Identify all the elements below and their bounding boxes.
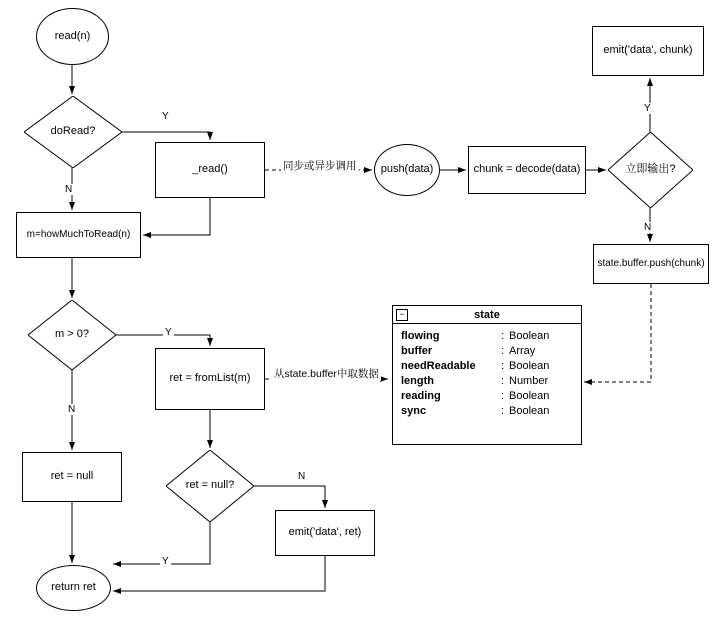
edge-label-retnull-no: N bbox=[298, 471, 306, 482]
state-key: flowing bbox=[401, 330, 440, 342]
state-colon: : bbox=[501, 390, 505, 402]
collapse-icon[interactable]: − bbox=[396, 309, 408, 321]
node-ret-from-list[interactable] bbox=[155, 348, 265, 410]
node-emit-data-chunk[interactable] bbox=[592, 26, 704, 76]
node-push-data[interactable] bbox=[374, 144, 440, 196]
node-label: emit('data', ret) bbox=[288, 526, 362, 539]
node-label: return ret bbox=[51, 581, 96, 594]
state-row bbox=[393, 344, 581, 359]
node-how-much-to-read[interactable] bbox=[16, 212, 141, 258]
state-panel-title: state bbox=[474, 308, 500, 321]
state-row bbox=[393, 329, 581, 344]
state-row bbox=[393, 389, 581, 404]
node-ret-null-assign[interactable] bbox=[22, 452, 122, 502]
state-row bbox=[393, 359, 581, 374]
node-label: 立即输出? bbox=[625, 163, 676, 176]
state-key: reading bbox=[401, 390, 441, 402]
state-colon: : bbox=[501, 405, 505, 417]
state-key: length bbox=[401, 375, 434, 387]
state-panel-rows bbox=[393, 324, 581, 424]
state-key: sync bbox=[401, 405, 427, 417]
node-label: ret = fromList(m) bbox=[169, 372, 251, 385]
node-label: emit('data', chunk) bbox=[603, 44, 693, 57]
node-emit-data-ret[interactable] bbox=[275, 510, 375, 556]
state-value: Array bbox=[509, 345, 536, 357]
node-_read[interactable] bbox=[155, 142, 265, 198]
node-label: chunk = decode(data) bbox=[473, 163, 581, 176]
edge-label-take-data-from-buffer: 从state.buffer中取数据 bbox=[274, 368, 379, 380]
state-colon: : bbox=[501, 330, 505, 342]
state-value: Boolean bbox=[509, 405, 550, 417]
edge-label-m-yes: Y bbox=[165, 327, 172, 338]
node-chunk-decode[interactable] bbox=[468, 146, 586, 194]
node-ret-null-question[interactable] bbox=[166, 450, 254, 522]
edge-label-emit-no: N bbox=[644, 222, 652, 233]
node-label: _read() bbox=[192, 163, 228, 176]
node-state-buffer-push[interactable] bbox=[593, 244, 709, 284]
edge-label-doread-yes: Y bbox=[162, 111, 169, 122]
edge-label-m-no: N bbox=[68, 404, 76, 415]
state-key: buffer bbox=[401, 345, 433, 357]
node-m-greater-than-zero[interactable] bbox=[28, 300, 116, 370]
state-value: Boolean bbox=[509, 390, 550, 402]
state-row bbox=[393, 404, 581, 419]
node-label: doRead? bbox=[50, 125, 96, 138]
node-emit-immediately[interactable] bbox=[608, 132, 693, 208]
state-row bbox=[393, 374, 581, 389]
node-label: state.buffer.push(chunk) bbox=[597, 257, 705, 269]
node-read-n[interactable] bbox=[36, 8, 109, 65]
state-panel-header bbox=[393, 306, 581, 324]
state-value: Boolean bbox=[509, 360, 550, 372]
node-label: ret = null bbox=[50, 470, 94, 483]
edge-label-retnull-yes: Y bbox=[162, 556, 169, 567]
state-key: needReadable bbox=[401, 360, 476, 372]
edge-label-emit-yes: Y bbox=[644, 103, 651, 114]
node-label: m=howMuchToRead(n) bbox=[26, 228, 131, 240]
node-return-ret[interactable] bbox=[36, 565, 111, 611]
state-value: Number bbox=[509, 375, 549, 387]
node-label: read(n) bbox=[54, 29, 91, 42]
edge-label-doread-no: N bbox=[65, 184, 73, 195]
node-label: push(data) bbox=[380, 163, 434, 176]
state-value: Boolean bbox=[509, 330, 550, 342]
node-label: ret = null? bbox=[185, 479, 235, 492]
state-object-panel[interactable] bbox=[392, 305, 582, 445]
edge-label-sync-async-call: 同步或异步调用 bbox=[283, 160, 357, 172]
state-colon: : bbox=[501, 375, 505, 387]
state-colon: : bbox=[501, 345, 505, 357]
state-colon: : bbox=[501, 360, 505, 372]
node-doread[interactable] bbox=[24, 96, 122, 168]
node-label: m > 0? bbox=[55, 328, 89, 341]
